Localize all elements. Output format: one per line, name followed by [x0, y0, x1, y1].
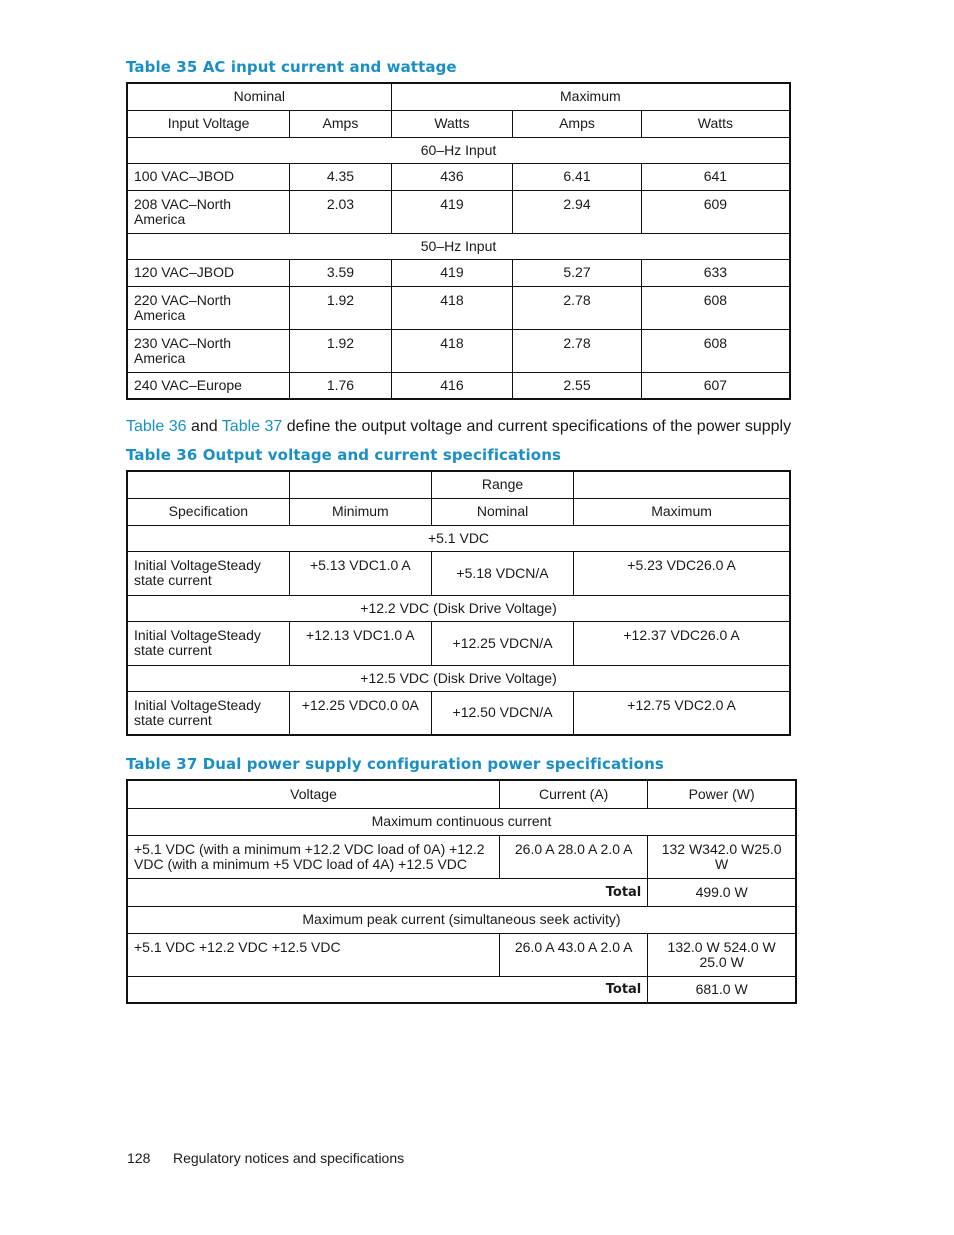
cell-max-amps: 6.41 — [513, 163, 642, 190]
cell-current: 26.0 A 43.0 A 2.0 A — [500, 933, 648, 976]
table36-column-header — [127, 498, 790, 525]
intro-rest: define the output voltage and current specifications of the power supply — [282, 418, 792, 435]
table-row — [127, 163, 790, 190]
cell-max: +12.75 VDC2.0 A — [574, 691, 790, 735]
cell-max-amps: 2.78 — [513, 329, 642, 372]
col-minimum: Minimum — [289, 498, 431, 525]
total-label: Total — [127, 976, 648, 1003]
cell-amps: 3.59 — [290, 259, 391, 286]
section-12-2v: +12.2 VDC (Disk Drive Voltage) — [127, 595, 790, 621]
cell-spec: Initial VoltageSteady state current — [127, 621, 289, 665]
cell-voltage: 208 VAC–North America — [127, 190, 290, 233]
table37 — [126, 779, 797, 1004]
col-watts-maximum: Watts — [641, 110, 790, 137]
cell-amps: 1.92 — [290, 329, 391, 372]
cell-voltage: 240 VAC–Europe — [127, 372, 290, 399]
table37-column-header — [127, 780, 796, 808]
section-row — [127, 595, 790, 621]
cell-watts: 419 — [391, 259, 513, 286]
table-row — [127, 372, 790, 399]
col-specification: Specification — [127, 498, 289, 525]
cell-spec: Initial VoltageSteady state current — [127, 551, 289, 595]
cell-max-amps: 2.55 — [513, 372, 642, 399]
col-current: Current (A) — [500, 780, 648, 808]
section-12-5v: +12.5 VDC (Disk Drive Voltage) — [127, 665, 790, 691]
table-row — [127, 621, 790, 665]
cell-watts: 418 — [391, 286, 513, 329]
table37-link[interactable]: Table 37 — [221, 418, 283, 435]
cell-voltage: 120 VAC–JBOD — [127, 259, 290, 286]
table-row — [127, 835, 796, 878]
cell-max: +12.37 VDC26.0 A — [574, 621, 790, 665]
table-row — [127, 190, 790, 233]
cell-max-amps: 2.78 — [513, 286, 642, 329]
total-value: 499.0 W — [648, 878, 796, 906]
cell-nom: +12.50 VDCN/A — [431, 691, 573, 735]
cell-amps: 2.03 — [290, 190, 391, 233]
col-power: Power (W) — [648, 780, 796, 808]
section-row — [127, 906, 796, 933]
total-row — [127, 878, 796, 906]
cell-nom: +5.18 VDCN/A — [431, 551, 573, 595]
footer-section-title: Regulatory notices and specifications — [173, 1150, 405, 1166]
cell-max-watts: 608 — [641, 329, 790, 372]
cell-max-watts: 608 — [641, 286, 790, 329]
col-voltage: Voltage — [127, 780, 500, 808]
cell-amps: 1.76 — [290, 372, 391, 399]
cell-watts: 418 — [391, 329, 513, 372]
cell-max-watts: 607 — [641, 372, 790, 399]
col-input-voltage: Input Voltage — [127, 110, 290, 137]
intro-and: and — [186, 418, 222, 435]
section-60hz: 60–Hz Input — [127, 137, 790, 163]
section-row — [127, 137, 790, 163]
cell-watts: 436 — [391, 163, 513, 190]
total-row — [127, 976, 796, 1003]
col-watts-nominal: Watts — [391, 110, 513, 137]
section-continuous: Maximum continuous current — [127, 808, 796, 835]
page-number: 128 — [127, 1150, 151, 1166]
header-maximum: Maximum — [391, 83, 790, 110]
table35-group-header — [127, 83, 790, 110]
section-5v: +5.1 VDC — [127, 525, 790, 551]
cell-min: +12.13 VDC1.0 A — [289, 621, 431, 665]
col-amps-maximum: Amps — [513, 110, 642, 137]
table35-column-header — [127, 110, 790, 137]
table37-caption: Table 37 Dual power supply configuration power specifications — [126, 755, 664, 773]
table36 — [126, 470, 791, 736]
cell-max: +5.23 VDC26.0 A — [574, 551, 790, 595]
section-row — [127, 233, 790, 259]
section-row — [127, 665, 790, 691]
cell-min: +5.13 VDC1.0 A — [289, 551, 431, 595]
cell-voltage: 220 VAC–North America — [127, 286, 290, 329]
header-range: Range — [431, 471, 573, 498]
cell-current: 26.0 A 28.0 A 2.0 A — [500, 835, 648, 878]
cell-voltage: +5.1 VDC +12.2 VDC +12.5 VDC — [127, 933, 500, 976]
col-nominal: Nominal — [431, 498, 573, 525]
cell-voltage: 230 VAC–North America — [127, 329, 290, 372]
cell-max-amps: 5.27 — [513, 259, 642, 286]
cell-power: 132.0 W 524.0 W 25.0 W — [648, 933, 796, 976]
cell-watts: 419 — [391, 190, 513, 233]
cell-power: 132 W342.0 W25.0 W — [648, 835, 796, 878]
table35-caption: Table 35 AC input current and wattage — [126, 58, 457, 76]
cell-amps: 4.35 — [290, 163, 391, 190]
col-maximum: Maximum — [574, 498, 790, 525]
table-row — [127, 329, 790, 372]
cell-max-watts: 609 — [641, 190, 790, 233]
table36-caption: Table 36 Output voltage and current specifications — [126, 446, 561, 464]
cell-voltage: 100 VAC–JBOD — [127, 163, 290, 190]
table-row — [127, 933, 796, 976]
section-peak: Maximum peak current (simultaneous seek activity) — [127, 906, 796, 933]
cell-max-amps: 2.94 — [513, 190, 642, 233]
cell-max-watts: 633 — [641, 259, 790, 286]
section-row — [127, 808, 796, 835]
cell-max-watts: 641 — [641, 163, 790, 190]
table36-link[interactable]: Table 36 — [126, 418, 187, 435]
total-label: Total — [127, 878, 648, 906]
cell-min: +12.25 VDC0.0 0A — [289, 691, 431, 735]
table-row — [127, 286, 790, 329]
cell-amps: 1.92 — [290, 286, 391, 329]
header-nominal: Nominal — [127, 83, 391, 110]
col-amps-nominal: Amps — [290, 110, 391, 137]
intro-paragraph — [126, 418, 791, 436]
total-value: 681.0 W — [648, 976, 796, 1003]
table-row — [127, 259, 790, 286]
section-row — [127, 525, 790, 551]
table-row — [127, 691, 790, 735]
cell-spec: Initial VoltageSteady state current — [127, 691, 289, 735]
table-row — [127, 551, 790, 595]
table35 — [126, 82, 791, 400]
cell-watts: 416 — [391, 372, 513, 399]
table36-group-header — [127, 471, 790, 498]
section-50hz: 50–Hz Input — [127, 233, 790, 259]
cell-nom: +12.25 VDCN/A — [431, 621, 573, 665]
cell-voltage: +5.1 VDC (with a minimum +12.2 VDC load of 0A) +12.2 VDC (with a minimum +5 VDC load of 4A) +12.5 VDC — [127, 835, 500, 878]
